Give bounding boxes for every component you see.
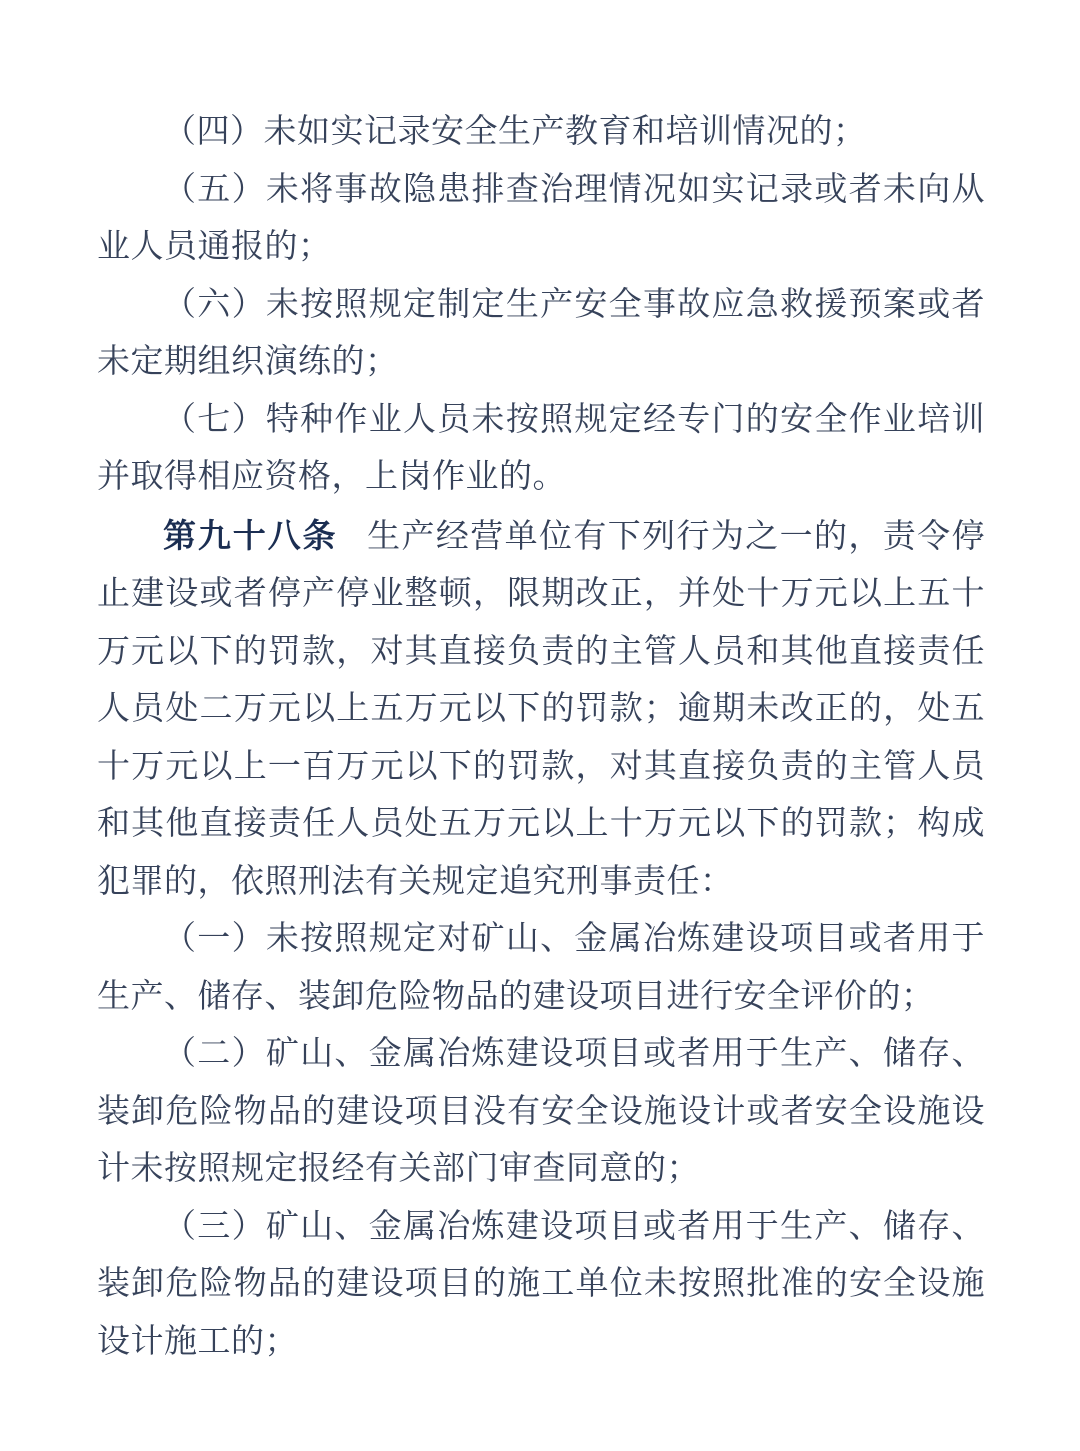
list-item-4: （四）未如实记录安全生产教育和培训情况的；: [163, 114, 867, 150]
list-item-2: （二）矿山、金属冶炼建设项目或者用于生产、储存、装卸危险物品的建设项目没有安全设施设计或者安全设施设计未按照规定报经有关部门审查同意的；: [97, 1036, 985, 1187]
list-item-3: （三）矿山、金属冶炼建设项目或者用于生产、储存、装卸危险物品的建设项目的施工单位未按照批准的安全设施设计施工的；: [97, 1208, 985, 1360]
article-text: 生产经营单位有下列行为之一的，责令停止建设或者停产停业整顿，限期改正，并处十万元以上五十万元以下的罚款，对其直接负责的主管人员和其他直接责任人员处二万元以上五万元以下的罚款；逾期未改正的，处五十万元以上一百万元以下的罚款，对其直接负责的主管人员和其他直接责任人员处五万元以上十万元以下的罚款；构成犯罪的，依照刑法有关规定追究刑事责任：: [97, 518, 986, 900]
article-98-paragraph: [97, 507, 985, 912]
article-number: 第九十八条: [163, 516, 338, 554]
list-item-6: （六）未按照规定制定生产安全事故应急救援预案或者未定期组织演练的；: [97, 286, 985, 380]
list-item-7: （七）特种作业人员未按照规定经专门的安全作业培训并取得相应资格，上岗作业的。: [97, 401, 985, 495]
list-item-1: （一）未按照规定对矿山、金属冶炼建设项目或者用于生产、储存、装卸危险物品的建设项目进行安全评价的；: [97, 921, 985, 1015]
list-item-5: （五）未将事故隐患排查治理情况如实记录或者未向从业人员通报的；: [97, 171, 985, 265]
law-text-body: [97, 104, 985, 1371]
